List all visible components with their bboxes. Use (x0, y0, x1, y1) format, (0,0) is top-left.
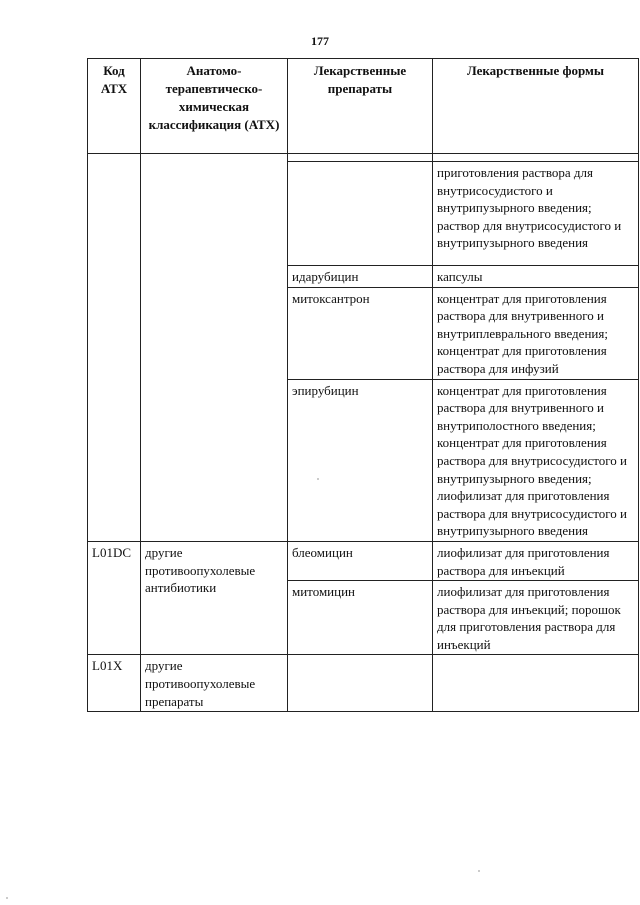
header-forms: Лекарственные формы (433, 59, 639, 154)
header-atc-classification: Анатомо-терапевтическо-химическая классификация (АТХ) (141, 59, 288, 154)
drug-cell: идарубицин (288, 266, 433, 288)
header-drugs: Лекарственные препараты (288, 59, 433, 154)
drug-cell (288, 655, 433, 712)
forms-cell: лиофилизат для приготовления раствора для инъекций (433, 541, 639, 580)
scan-speck (6, 897, 8, 899)
drug-cell (288, 162, 433, 266)
code-cell (88, 154, 141, 542)
drug-cell: митомицин (288, 581, 433, 655)
forms-cell (433, 154, 639, 162)
drug-cell: эпирубицин (288, 379, 433, 541)
forms-cell: концентрат для приготовления раствора для внутривенного и внутриплеврального введения; концентрат для приготовления раствора для инфузий (433, 287, 639, 379)
page-number: 177 (311, 34, 329, 48)
table-row (88, 541, 639, 580)
table-header-row (88, 59, 639, 154)
drug-cell (288, 154, 433, 162)
code-cell: L01X (88, 655, 141, 712)
header-code: Код АТХ (88, 59, 141, 154)
drug-cell: блеомицин (288, 541, 433, 580)
scan-speck (478, 870, 480, 872)
atc-class-cell: другие противоопухолевые препараты (141, 655, 288, 712)
forms-cell (433, 655, 639, 712)
forms-cell: капсулы (433, 266, 639, 288)
atc-class-cell (141, 154, 288, 542)
forms-cell: лиофилизат для приготовления раствора для инъекций; порошок для приготовления раствора для инъекций (433, 581, 639, 655)
drug-cell: митоксантрон (288, 287, 433, 379)
code-cell: L01DC (88, 541, 141, 655)
table-row (88, 655, 639, 712)
scan-speck (317, 478, 319, 480)
forms-cell: концентрат для приготовления раствора для внутривенного и внутриполостного введения; концентрат для приготовления раствора для внутрисосудистого и внутрипузырного введения; лиофилизат для приготовления раствора для внутрисосудистого и внутрипузырного введения (433, 379, 639, 541)
table-row (88, 154, 639, 162)
atc-drug-table (87, 58, 639, 712)
atc-class-cell: другие противоопухолевые антибиотики (141, 541, 288, 655)
forms-cell: приготовления раствора для внутрисосудистого и внутрипузырного введения; раствор для внутрисосудистого и внутрипузырного введения (433, 162, 639, 266)
